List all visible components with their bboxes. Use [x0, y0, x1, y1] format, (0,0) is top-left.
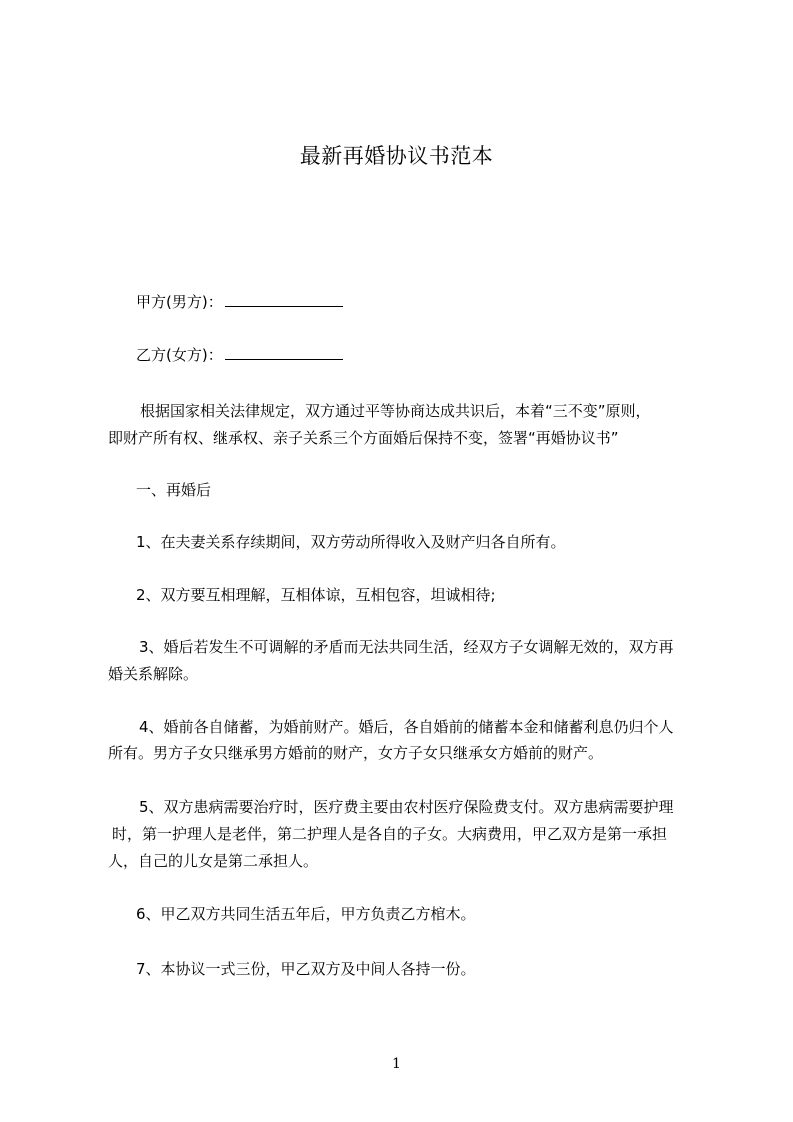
intro-line-1: 根据国家相关法律规定，双方通过平等协商达成共识后，本着“三不变”原则， — [140, 402, 651, 420]
clause-2: 2、双方要互相理解，互相体谅，互相包容，坦诚相待; — [136, 586, 496, 604]
party-b-line — [136, 344, 343, 365]
page-number: 1 — [392, 1056, 401, 1072]
intro-line-2: 即财产所有权、继承权、亲子关系三个方面婚后保持不变，签署“再婚协议书” — [108, 429, 619, 447]
clause-4-line-1: 4、婚前各自储蓄，为婚前财产。婚后，各自婚前的储蓄本金和储蓄利息仍归个人 — [139, 718, 674, 736]
clause-3-line-1: 3、婚后若发生不可调解的矛盾而无法共同生活，经双方子女调解无效的，双方再 — [139, 638, 674, 656]
clause-6: 6、甲乙双方共同生活五年后，甲方负责乙方棺木。 — [136, 905, 476, 923]
clause-4-line-2: 所有。男方子女只继承男方婚前的财产，女方子女只继承女方婚前的财产。 — [108, 744, 604, 762]
clause-5-line-3: 人，自己的儿女是第二承担人。 — [108, 852, 319, 870]
section-heading: 一、再婚后 — [136, 481, 212, 499]
clause-3-line-2: 婚关系解除。 — [108, 665, 199, 683]
party-b-label: 乙方(女方)： — [136, 346, 223, 364]
clause-5-line-1: 5、双方患病需要治疗时，医疗费主要由农村医疗保险费支付。双方患病需要护理 — [139, 798, 674, 816]
clause-5-line-2: 时，第一护理人是老伴，第二护理人是各自的子女。大病费用，甲乙双方是第一承担 — [112, 825, 668, 843]
clause-1: 1、在夫妻关系存续期间，双方劳动所得收入及财产归各自所有。 — [136, 533, 566, 551]
party-a-line — [136, 291, 343, 312]
party-a-blank — [225, 291, 343, 307]
party-b-blank — [225, 344, 343, 360]
party-a-label: 甲方(男方)： — [136, 293, 223, 311]
clause-7: 7、本协议一式三份，甲乙双方及中间人各持一份。 — [136, 960, 476, 978]
document-title: 最新再婚协议书范本 — [299, 144, 494, 168]
